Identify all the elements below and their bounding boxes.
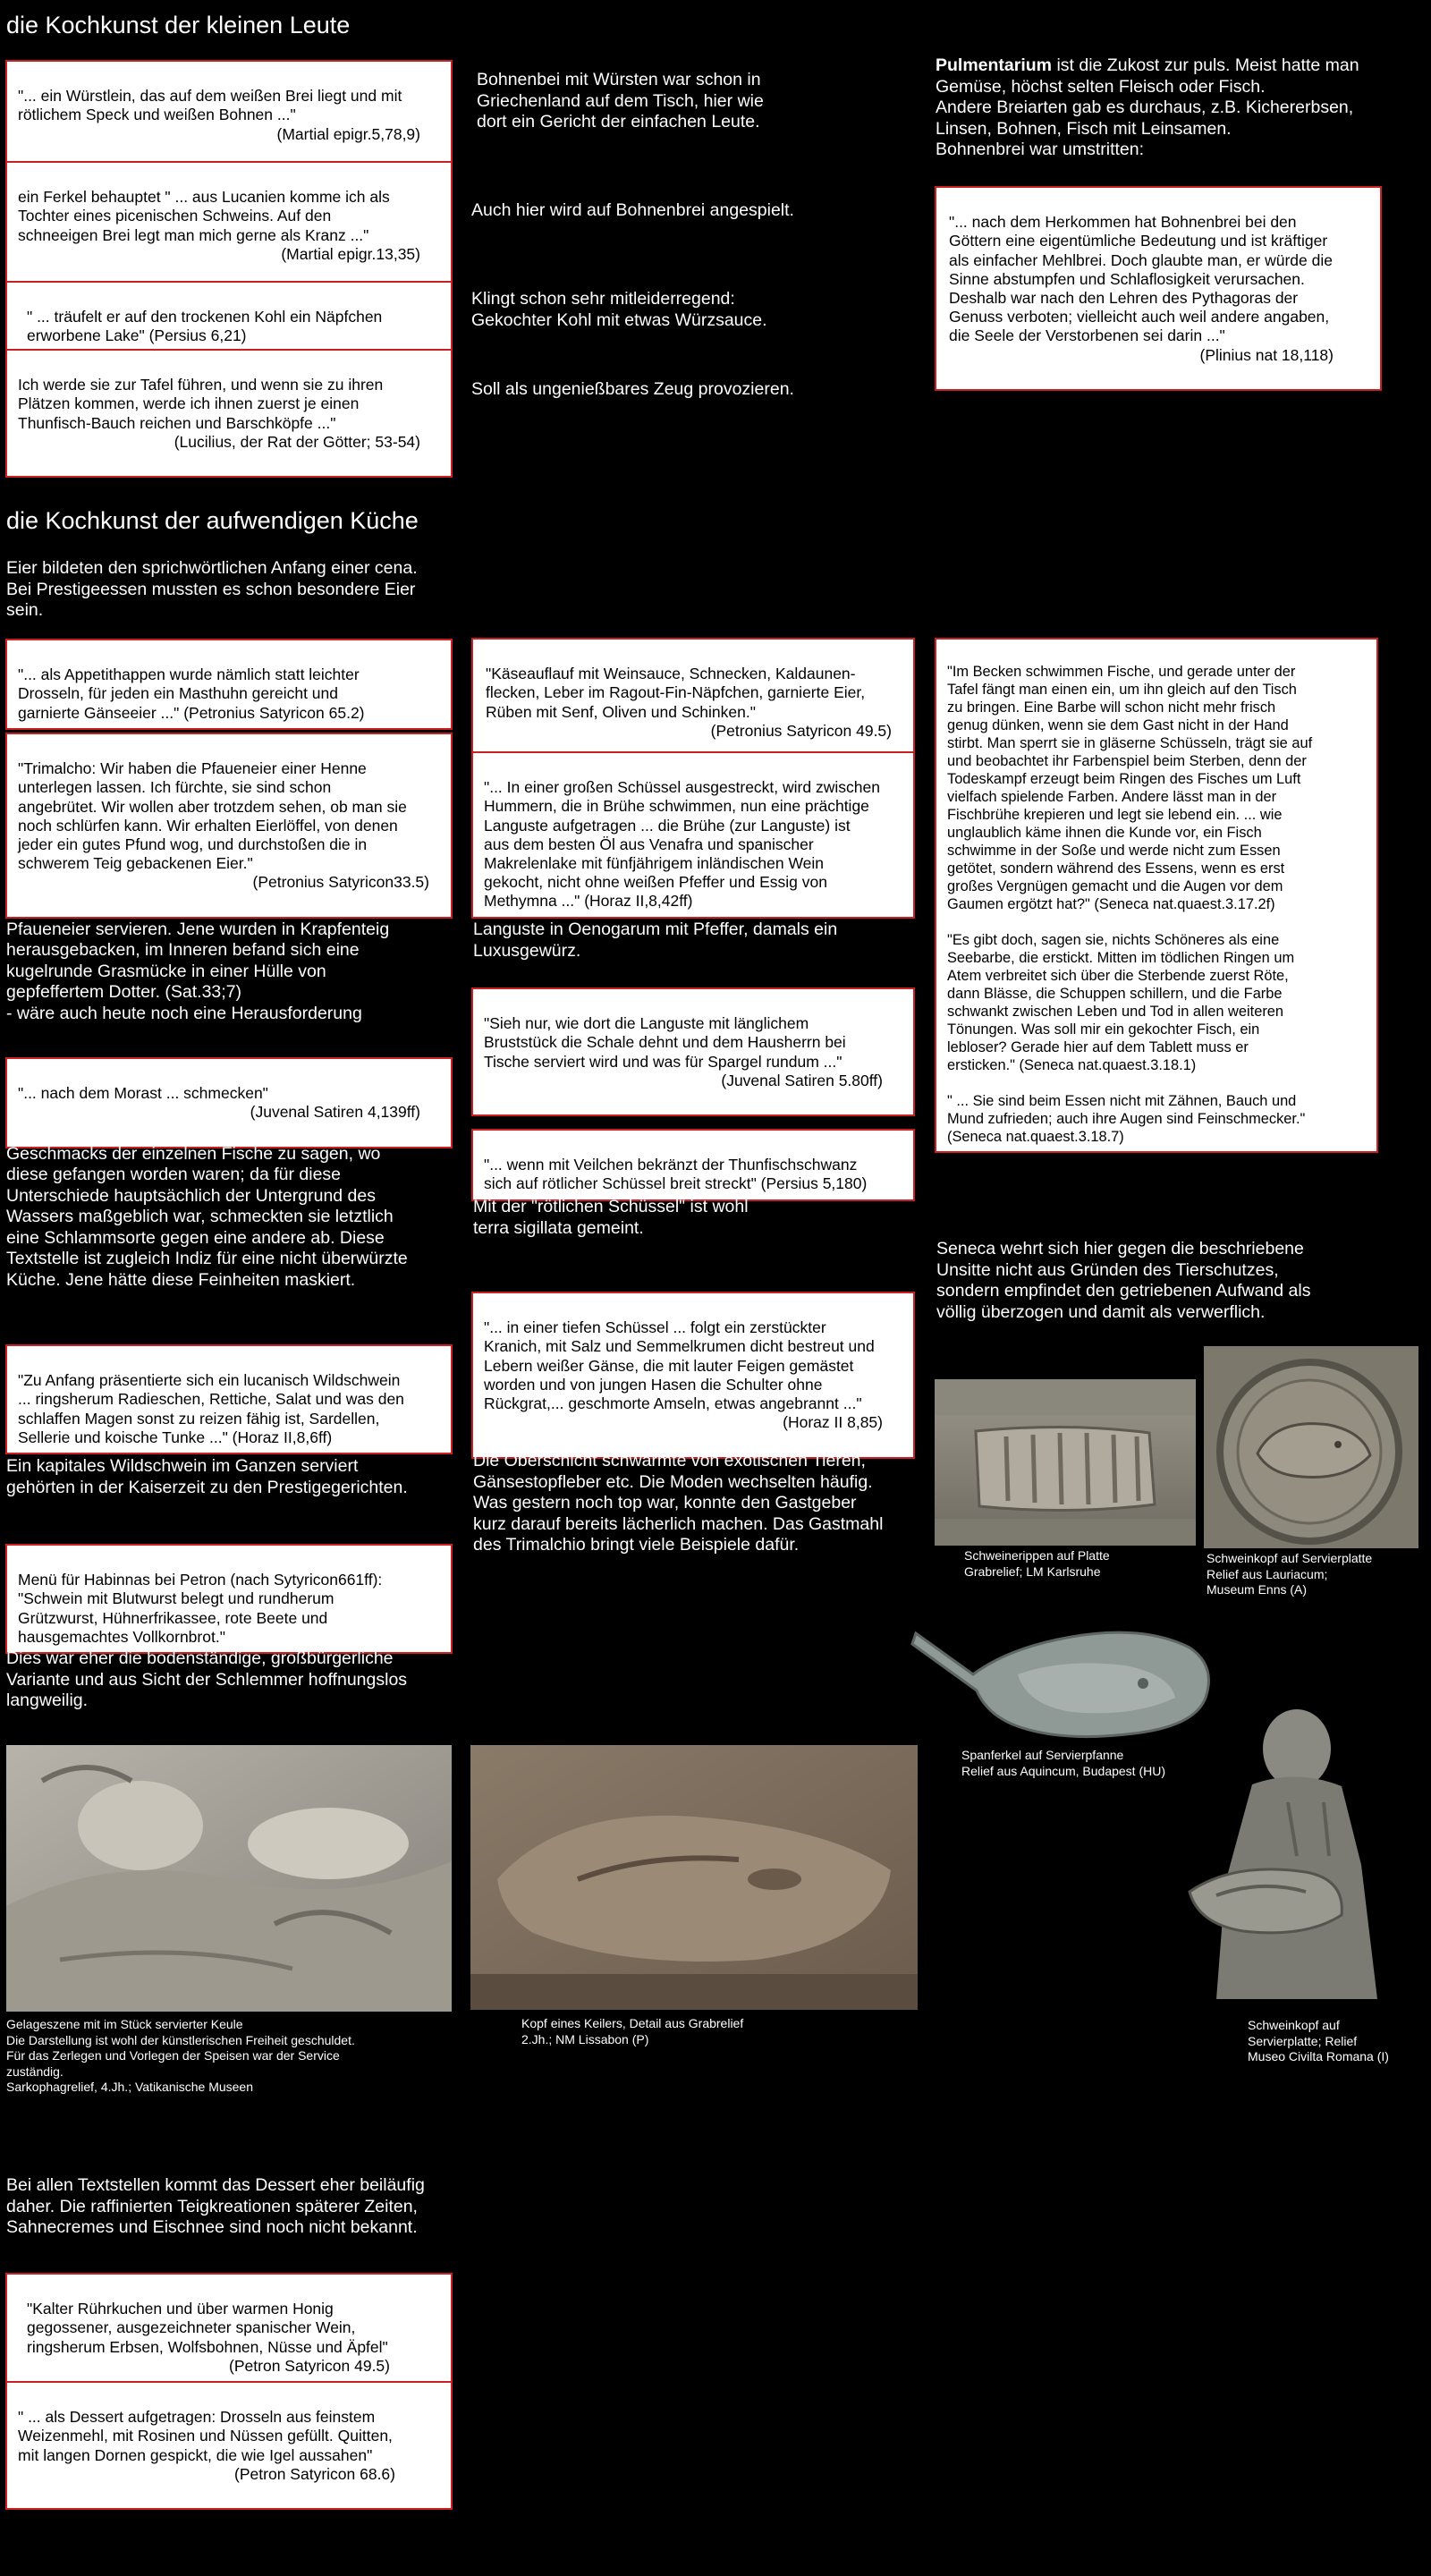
pighead-lauriacum-photo [1204, 1346, 1418, 1548]
quote-petronius-49: "Käseauflauf mit Weinsauce, Schnecken, Kaldaunen- flecken, Leber im Ragout-Fin-Näpfchen, garnierte Eier, Rüben mit Senf, Oliven und Schinken." (Petronius Satyricon 49.5) [471, 638, 915, 767]
quote-horaz-boar: "Zu Anfang präsentierte sich ein lucanisch Wildschwein ... ringsherum Radieschen, Rettiche, Salat und was den schlaffen Magen sonst zu reizen fähig ist, Sardellen, Sellerie und koische Tunke ..." (Horaz II,8,6ff) [5, 1344, 453, 1454]
intro-eggs: Eier bildeten den sprichwörtlichen Anfang einer cena. Bei Prestigeessen mussten es schon besondere Eier sein. [6, 558, 418, 620]
comment-seneca: Seneca wehrt sich hier gegen die beschriebene Unsitte nicht aus Gründen des Tierschutzes, sondern empfindet den getriebenen Aufwand als völlig überzogen und damit als verwerflich. [936, 1239, 1311, 1322]
comment-provocation: Soll als ungenießbares Zeug provozieren. [471, 379, 794, 399]
quote-plinius: "... nach dem Herkommen hat Bohnenbrei bei den Göttern eine eigentümliche Bedeutung und ist kräftiger als einfacher Mehlbrei. Doch glaubte man, er würde die Sinne abstumpfen und Schlaflosigkeit verursachen. Deshalb war nach den Lehren des Pythagoras der Genuss verboten; vielleicht auch weil andere angaben, die Seele der Verstorbenen sei darin ..." (Plinius nat 18,118) [935, 186, 1382, 391]
quote-lucilius: Ich werde sie zur Tafel führen, und wenn sie zu ihren Plätzen kommen, werde ich ihnen zuerst je einen Thunfisch-Bauch reichen und Barschköpfe ..." (Lucilius, der Rat der Götter; 53-54) [5, 349, 453, 478]
comment-languste: Languste in Oenogarum mit Pfeffer, damals ein Luxusgewürz. [473, 919, 838, 961]
comment-bean-allusion: Auch hier wird auf Bohnenbrei angespielt. [471, 200, 794, 220]
quote-juvenal-4: "... nach dem Morast ... schmecken" (Juvenal Satiren 4,139ff) [5, 1057, 453, 1148]
quote-juvenal-5: "Sieh nur, wie dort die Languste mit länglichem Bruststück die Schale dehnt und dem Hausherrn bei Tische serviert wird und was für Spargel rundum ..." (Juvenal Satiren 5.80ff) [471, 987, 915, 1116]
quote-martial-2: ein Ferkel behauptet " ... aus Lucanien komme ich als Tochter eines picenischen Schweins. Auf den schneeigen Brei legt man mich gerne als Kranz ..." (Martial epigr.13,35) [5, 161, 453, 290]
section-heading-lavish-cuisine: die Kochkunst der aufwendigen Küche [6, 507, 419, 534]
intro-dessert: Bei allen Textstellen kommt das Dessert eher beiläufig daher. Die raffinierten Teigkreationen späterer Zeiten, Sahnecremes und Eischnee sind noch nicht bekannt. [6, 2175, 425, 2237]
quote-petronius-33: "Trimalcho: Wir haben die Pfaueneier einer Henne unterlegen lassen. Ich fürchte, sie sind schon angebrütet. Wir wollen aber trotzdem sehen, ob man sie noch schlürfen kann. Wir erhalten Eierlöffel, von denen jeder ein gutes Pfund wog, und durchstoßen die in schwerem Teig gebackenen Eier." (Petronius Satyricon33.5) [5, 733, 453, 919]
quote-petron-dessert-1: "Kalter Rührkuchen und über warmen Honig gegossener, ausgezeichneter spanischer Wein, ringsherum Erbsen, Wolfsbohnen, Nüsse und Äpfel" (Petron Satyricon 49.5) [5, 2273, 453, 2402]
quote-persius: " ... träufelt er auf den trockenen Kohl ein Näpfchen erworbene Lake" (Persius 6,21) [5, 281, 453, 353]
section-heading-simple-cuisine: die Kochkunst der kleinen Leute [6, 12, 351, 38]
sarcophagus-relief-photo [6, 1745, 452, 2012]
boar-head-relief-photo [470, 1745, 918, 2010]
quote-petron-dessert-2: " ... als Dessert aufgetragen: Drosseln aus feinstem Weizenmehl, mit Rosinen und Nüssen gefüllt. Quitten, mit langen Dornen gespickt, die wie Igel aussahen" (Petron Satyricon 68.6) [5, 2381, 453, 2510]
comment-bean-mash: Bohnenbei mit Würsten war schon in Griechenland auf dem Tisch, hier wie dort ein Gericht der einfachen Leute. [477, 70, 764, 131]
quote-petronius-65: "... als Appetithappen wurde nämlich statt leichter Drosseln, für jeden ein Masthuhn gereicht und garnierte Gänseeier ..." (Petronius Satyricon 65.2) [5, 639, 453, 730]
comment-peacock-eggs: Petrons Trimalchio lässt eine Henne untergelegte Pfaueneier servieren. Jene wurden in Krapfenteig herausgebacken, im Inneren befand sich eine kugelrunde Grasmücke in einer Hülle von gepfeffertem Dotter. (Sat.33;7) - wäre auch heute noch eine Herausforderung [6, 898, 390, 1023]
quote-persius-tuna: "... wenn mit Veilchen bekränzt der Thunfischschwanz sich auf rötlicher Schüssel breit streckt" (Persius 5,180) [471, 1129, 915, 1201]
comment-terra-sigillata: Mit der "rötlichen Schüssel" ist wohl terra sigillata gemeint. [473, 1197, 749, 1238]
caption-boar: Kopf eines Keilers, Detail aus Grabrelief 2.Jh.; NM Lissabon (P) [521, 2016, 744, 2046]
caption-statue: Schweinkopf auf Servierplatte; Relief Museo Civilta Romana (I) [1248, 2018, 1389, 2063]
comment-boar: Ein kapitales Wildschwein im Ganzen serviert gehörten in der Kaiserzeit zu den Prestigegerichten. [6, 1456, 408, 1497]
pulmentarium-term: Pulmentarium [936, 55, 1053, 75]
comment-upper-class: Die Oberschicht schwärmte von exotischen Tieren, Gänsestopfleber etc. Die Moden wechselten häufig. Was gestern noch top war, konnte den Gastgeber kurz darauf bereits lächerlich machen. Das Gastmahl des Trimalchio bringt viele Beispiele dafür. [473, 1451, 884, 1555]
caption-piglet: Spanferkel auf Servierpfanne Relief aus Aquincum, Budapest (HU) [961, 1748, 1165, 1778]
comment-cabbage: Klingt schon sehr mitleiderregend: Gekochter Kohl mit etwas Würzsauce. [471, 289, 767, 330]
pulmentarium-text: Pulmentarium ist die Zukost zur puls. Meist hatte man Gemüse, höchst selten Fleisch oder Fisch. Andere Breiarten gab es durchaus, z.B. Kichererbsen, Linsen, Bohnen, Fisch mit Leinsamen. Bohnenbrei war umstritten: [936, 55, 1359, 159]
quote-habinnas-menu: Menü für Habinnas bei Petron (nach Sytyricon661ff): "Schwein mit Blutwurst belegt und rundherum Grützwurst, Hühnerfrikassee, rote Beete und hausgemachtes Vollkornbrot." [5, 1544, 453, 1654]
quote-horaz-lobster: "... In einer großen Schüssel ausgestreckt, wird zwischen Hummern, die in Brühe schwimmen, nun eine prächtige Languste aufgetragen ... die Brühe (zur Languste) ist aus dem besten Öl aus Venafra und spanischer Makrelenlake mit fünfjährigem inländischen Wein gekocht, nicht ohne weißen Pfeffer und Essig von Methymna ..." (Horaz II,8,42ff) [471, 751, 915, 919]
quote-martial-1: "... ein Würstlein, das auf dem weißen Brei liegt und mit rötlichem Speck und weißen Bohnen ..." (Martial epigr.5,78,9) [5, 60, 453, 170]
quote-horaz-crane: "... in einer tiefen Schüssel ... folgt ein zerstückter Kranich, mit Salz und Semmelkrumen dicht bestreut und Lebern weißer Gänse, die mit lauter Feigen gemästet worden und von jungen Hasen die Schulter ohne Rückgrat,... geschmorte Amseln, etwas angebrannt ..." (Horaz II 8,85) [471, 1292, 915, 1459]
comment-bourgeois: Dies war eher die bodenständige, großbürgerliche Variante und aus Sicht der Schlemmer hoffnungslos langweilig. [6, 1648, 408, 1710]
caption-ribs: Schweinerippen auf Platte Grabrelief; LM Karlsruhe [964, 1548, 1110, 1579]
caption-sarcophagus: Gelageszene mit im Stück servierter Keule Die Darstellung ist wohl der künstlerischen Freiheit geschuldet. Für das Zerlegen und Vorlegen der Speisen war der Service zuständig. Sarkophagrelief, 4.Jh.; Vatikanische Museen [6, 2017, 355, 2094]
comment-gourmets: Römische Gourmets versuchten auf Grund des Geschmacks der einzelnen Fische zu sagen, wo diese gefangen worden waren; da für diese Unterschiede hauptsächlich der Untergrund des Wassers maßgeblich war, schmeckten sie letztlich eine Schlammsorte gegen eine andere ab. Diese Textstelle ist zugleich Indiz für eine nicht überwürzte Küche. Jene hätte diese Feinheiten maskiert. [6, 1123, 408, 1290]
caption-pighead-lauriacum: Schweinkopf auf Servierplatte Relief aus Lauriacum; Museum Enns (A) [1207, 1551, 1373, 1597]
ribs-relief-photo [935, 1379, 1196, 1546]
statue-pighead-photo [1154, 1704, 1404, 2012]
quote-seneca: "Im Becken schwimmen Fische, und gerade unter der Tafel fängt man einen ein, um ihn gleich auf den Tisch zu bringen. Eine Barbe will schon nicht mehr frisch genug dünken, wenn sie dem Gast nicht in der Hand stirbt. Man sperrt sie in gläserne Schüsseln, trägt sie auf und beobachtet ihr Farbenspiel beim Sterben, denn der Todeskampf erzeugt beim Ringen des Fisches um Luft vielfach spielende Farben. Andere lässt man in der Fischbrühe krepieren und legt sie lebend ein. ... wie unglaublich käme ihnen die Kunde vor, ein Fisch schwimme in der Soße und werde nicht zum Essen getötet, sondern während des Essens, wenn es erst großes Vergnügen gemacht und die Augen vor dem Gaumen ergötzt hat?" (Seneca nat.quaest.3.17.2f) "Es gibt doch, sagen sie, nichts Schöneres als eine Seebarbe, die erstickt. Mitten im tödlichen Ringen um Atem verbreitet sich über die Sterbende zuerst Röte, dann Blässe, die Schuppen schillern, und die Farbe schwankt zwischen Leben und Tod in allen weiteren Tönungen. Was soll mir ein gekochter Fisch, ein lebloser? Gerade hier auf dem Tablett muss er ersticken." (Seneca nat.quaest.3.18.1) " ... Sie sind beim Essen nicht mit Zähnen, Bauch und Mund zufrieden; auch ihre Augen sind Feinschmecker." (Seneca nat.quaest.3.18.7) [935, 638, 1378, 1153]
